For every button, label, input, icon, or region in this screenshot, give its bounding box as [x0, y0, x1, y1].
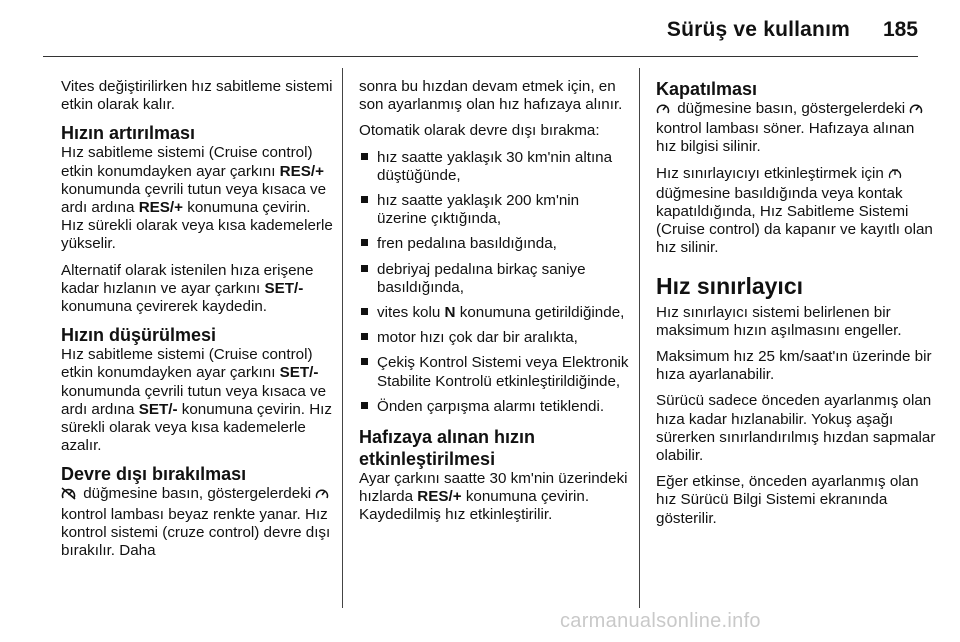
speed-limiter-icon — [888, 167, 902, 185]
paragraph-limiter-4: Eğer etkinse, önceden ayarlanmış olan hız Sürücü Bilgi Sistemi ekranında gösterilir. — [656, 473, 919, 527]
list-item: fren pedalına basıldığında, — [359, 235, 632, 253]
list-item: vites kolu N konumuna getirildiğinde, — [359, 304, 632, 322]
heading-increase-speed: Hızın artırılması — [61, 123, 196, 144]
list-item: hız saatte yaklaşık 200 km'nin üzerine çıktığında, — [359, 192, 632, 228]
cruise-control-lamp-icon — [315, 487, 329, 505]
paragraph-memory: Ayar çarkını saatte 30 km'nin üzerindeki hızlarda RES/+ konumuna çevirin. Kaydedilmiş hız etkinleştirilir. — [359, 470, 628, 524]
cruise-control-lamp-icon — [909, 102, 923, 120]
list-item: Önden çarpışma alarmı tetiklendi. — [359, 398, 632, 416]
column-2 — [359, 78, 632, 533]
paragraph-limiter-3: Sürücü sadece önceden ayarlanmış olan hıza kadar hızlanabilir. Yokuş aşağı sürerken sınırlandırılmış hızdan sapmalar olabilir. — [656, 392, 936, 465]
list-item: hız saatte yaklaşık 30 km'nin altına düştüğünde, — [359, 149, 632, 185]
cruise-control-off-icon — [61, 487, 76, 505]
list-item: debriyaj pedalına birkaç saniye basıldığında, — [359, 261, 632, 297]
column-divider — [639, 68, 640, 608]
paragraph-limiter-1: Hız sınırlayıcı sistemi belirlenen bir maksimum hızın aşılmasını engeller. — [656, 303, 902, 339]
paragraph-turn-off: düğmesine basın, göstergelerdeki kontrol lambası söner. Hafızaya alınan hız bilgisi silinir. — [656, 100, 936, 157]
cruise-control-lamp-icon — [656, 102, 670, 120]
column-divider — [342, 68, 343, 608]
heading-turn-off: Kapatılması — [656, 79, 758, 99]
paragraph-continue: sonra bu hızdan devam etmek için, en son ayarlanmış olan hız hafızaya alınır. — [359, 78, 623, 114]
paragraph-decrease: Hız sabitleme sistemi (Cruise control) etkin konumdayken ayar çarkını SET/- konumunda çevrili tutun veya kısaca ve ardı ardına SET/- konumuna çevirin. Hız sürekli olarak veya kısa kademelerle azalır. — [61, 346, 332, 455]
section-title: Sürüş ve kullanım — [666, 18, 850, 41]
page-number: 185 — [882, 18, 918, 41]
heading-disable: Devre dışı bırakılması — [61, 464, 247, 485]
paragraph-intro: Vites değiştirilirken hız sabitleme sistemi etkin olarak kalır. — [61, 78, 333, 114]
heading-speed-limiter: Hız sınırlayıcı — [656, 272, 804, 299]
auto-disable-list — [359, 149, 632, 416]
paragraph-limiter-2: Maksimum hız 25 km/saat'ın üzerinde bir hıza ayarlanabilir. — [656, 348, 932, 384]
watermark: carmanualsonline.info — [560, 610, 761, 632]
column-1 — [61, 78, 336, 568]
paragraph-auto-disable: Otomatik olarak devre dışı bırakma: — [359, 122, 600, 140]
heading-memory-speed: Hafızaya alınan hızın etkinleştirilmesi — [359, 427, 536, 470]
page-header — [0, 0, 960, 56]
column-3 — [656, 78, 936, 536]
paragraph-limiter-activation: Hız sınırlayıcıyı etkinleştirmek için düğmesine basıldığında veya kontak kapatıldığında, Hız Sabitleme Sistemi (Cruise control) da kapanır ve kayıtlı olan hız silinir. — [656, 164, 933, 257]
heading-decrease-speed: Hızın düşürülmesi — [61, 325, 217, 346]
paragraph-increase-1: Hız sabitleme sistemi (Cruise control) etkin konumdayken ayar çarkını RES/+ konumunda çevrili tutun veya kısaca ve ardı ardına RES/+ konumuna çevirin. Hız sürekli olarak veya kısa kademelerle yükselir. — [61, 144, 333, 253]
header-divider — [43, 56, 918, 57]
paragraph-increase-2: Alternatif olarak istenilen hıza erişene kadar hızlanın ve ayar çarkını SET/- konumuna çevirerek kaydedin. — [61, 261, 314, 316]
paragraph-disable: düğmesine basın, göstergelerdeki kontrol lambası beyaz renkte yanar. Hız kontrol sistemi (cruze control) devre dışı bırakılır. Daha — [61, 485, 331, 560]
list-item: Çekiş Kontrol Sistemi veya Elektronik Stabilite Kontrolü etkinleştirildiğinde, — [359, 354, 632, 390]
list-item: motor hızı çok dar bir aralıkta, — [359, 329, 632, 347]
